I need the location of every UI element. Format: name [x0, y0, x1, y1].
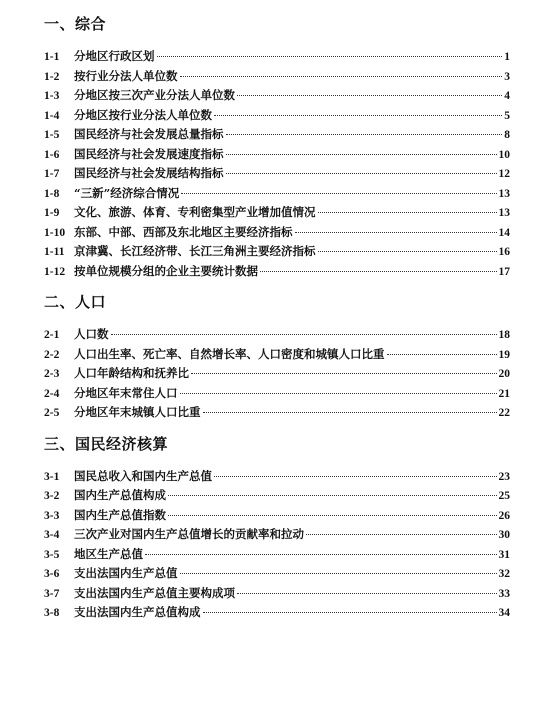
entry-title: 支出法国内生产总值主要构成项 — [74, 585, 235, 600]
dot-leader — [260, 271, 497, 272]
toc-entry[interactable] — [44, 603, 510, 623]
entry-number: 1-4 — [44, 109, 60, 122]
entry-page-number: 17 — [498, 265, 510, 278]
toc-entry[interactable] — [44, 47, 510, 67]
entry-page-number: 31 — [498, 548, 510, 561]
toc-entry[interactable] — [44, 384, 510, 404]
entry-number: 2-2 — [44, 348, 60, 361]
toc-entry[interactable] — [44, 364, 510, 384]
entry-page-number: 25 — [498, 490, 510, 502]
toc-entry[interactable] — [44, 67, 510, 87]
entry-page-number: 16 — [498, 246, 510, 258]
entry-page-number: 1 — [504, 51, 510, 63]
entry-page-number: 20 — [498, 368, 510, 380]
entry-title: 人口年龄结构和抚养比 — [74, 366, 189, 380]
section-title: 一、综合 — [44, 15, 107, 33]
dot-leader — [180, 76, 503, 77]
toc-entry[interactable] — [44, 545, 510, 565]
dot-leader — [180, 393, 497, 394]
entry-title: 国民总收入和国内生产总值 — [74, 468, 212, 483]
entry-number: 1-6 — [44, 148, 60, 161]
entry-number: 3-4 — [44, 529, 60, 541]
entry-number: 2-1 — [44, 329, 60, 341]
toc-entry[interactable] — [44, 262, 510, 282]
dot-leader — [387, 354, 497, 355]
toc-section-national-accounts — [44, 434, 510, 623]
entry-page-number: 18 — [498, 329, 510, 341]
toc-entry[interactable] — [44, 164, 510, 184]
entry-page-number: 32 — [498, 568, 510, 580]
entry-number: 3-1 — [44, 470, 60, 483]
entry-title: 支出法国内生产总值 — [74, 566, 178, 580]
entry-page-number: 23 — [498, 470, 510, 483]
toc-entry[interactable] — [44, 345, 510, 365]
dot-leader — [226, 134, 503, 135]
entry-page-number: 33 — [498, 587, 510, 600]
entry-page-number: 21 — [498, 387, 510, 400]
dot-leader — [168, 495, 497, 496]
entry-title: 人口数 — [74, 327, 109, 341]
dot-leader — [295, 232, 497, 233]
dot-leader — [226, 154, 497, 155]
toc-entry[interactable] — [44, 106, 510, 126]
entry-title: “三新”经济综合情况 — [74, 185, 180, 200]
entry-title: 分地区按三次产业分法人单位数 — [74, 88, 235, 102]
entry-page-number: 3 — [504, 70, 510, 83]
toc-entry[interactable] — [44, 467, 510, 487]
section-title: 二、人口 — [44, 293, 107, 311]
entry-title: 国内生产总值指数 — [74, 507, 166, 522]
entry-number: 3-7 — [44, 587, 60, 600]
entry-page-number: 30 — [498, 529, 510, 541]
entry-title: 三次产业对国内生产总值增长的贡献率和拉动 — [74, 527, 304, 541]
entry-number: 3-2 — [44, 490, 60, 502]
toc-entry[interactable] — [44, 525, 510, 545]
toc-entry[interactable] — [44, 506, 510, 526]
entry-title: 分地区年末常住人口 — [74, 385, 178, 400]
entry-title: 地区生产总值 — [74, 546, 143, 561]
dot-leader — [237, 593, 497, 594]
entry-number: 1-11 — [44, 246, 65, 258]
section-title: 三、国民经济核算 — [44, 434, 169, 453]
toc-entry[interactable] — [44, 325, 510, 345]
entry-page-number: 19 — [498, 348, 510, 361]
toc-entry[interactable] — [44, 584, 510, 604]
dot-leader — [306, 534, 497, 535]
entry-number: 1-1 — [44, 51, 60, 63]
dot-leader — [214, 476, 497, 477]
entry-number: 1-7 — [44, 168, 60, 180]
entry-number: 3-6 — [44, 568, 60, 580]
entry-number: 1-2 — [44, 70, 60, 83]
entry-title: 分地区按行业分法人单位数 — [74, 107, 212, 122]
entry-number: 2-4 — [44, 387, 60, 400]
toc-entry[interactable] — [44, 125, 510, 145]
entry-number: 1-9 — [44, 207, 60, 219]
entry-title: 京津冀、长江经济带、长江三角洲主要经济指标 — [74, 244, 316, 258]
toc-entry[interactable] — [44, 486, 510, 506]
dot-leader — [111, 334, 497, 335]
dot-leader — [318, 212, 497, 213]
entry-page-number: 26 — [498, 509, 510, 522]
entry-title: 东部、中部、西部及东北地区主要经济指标 — [74, 224, 293, 239]
dot-leader — [157, 56, 503, 57]
entry-page-number: 14 — [498, 226, 510, 239]
dot-leader — [318, 251, 497, 252]
toc-entry[interactable] — [44, 242, 510, 262]
entry-page-number: 22 — [498, 407, 510, 419]
entry-title: 国内生产总值构成 — [74, 488, 166, 502]
toc-list — [44, 325, 510, 423]
entry-number: 3-3 — [44, 509, 60, 522]
entry-page-number: 13 — [498, 187, 510, 200]
dot-leader — [203, 412, 497, 413]
dot-leader — [214, 115, 502, 116]
entry-number: 1-5 — [44, 129, 60, 141]
toc-section-general — [44, 14, 510, 281]
entry-title: 按单位规模分组的企业主要统计数据 — [74, 263, 258, 278]
entry-number: 1-12 — [44, 265, 66, 278]
entry-page-number: 13 — [498, 207, 510, 219]
entry-page-number: 12 — [498, 168, 510, 180]
entry-page-number: 10 — [498, 148, 510, 161]
entry-page-number: 5 — [504, 109, 510, 122]
entry-number: 3-8 — [44, 607, 60, 619]
entry-number: 3-5 — [44, 548, 60, 561]
entry-title: 国民经济与社会发展总量指标 — [74, 127, 224, 141]
entry-title: 人口出生率、死亡率、自然增长率、人口密度和城镇人口比重 — [74, 346, 385, 361]
entry-page-number: 8 — [504, 129, 510, 141]
dot-leader — [180, 573, 497, 574]
toc-section-population — [44, 292, 510, 423]
entry-number: 1-3 — [44, 90, 60, 102]
toc-entry[interactable] — [44, 403, 510, 423]
entry-title: 支出法国内生产总值构成 — [74, 605, 201, 619]
entry-number: 2-3 — [44, 368, 60, 380]
entry-title: 分地区行政区划 — [74, 49, 155, 63]
entry-title: 按行业分法人单位数 — [74, 68, 178, 83]
dot-leader — [226, 173, 497, 174]
toc-entry[interactable] — [44, 223, 510, 243]
entry-page-number: 34 — [498, 607, 510, 619]
toc-list — [44, 47, 510, 281]
dot-leader — [191, 373, 497, 374]
toc-entry[interactable] — [44, 184, 510, 204]
dot-leader — [203, 612, 497, 613]
dot-leader — [181, 193, 496, 194]
entry-number: 1-8 — [44, 187, 60, 200]
entry-title: 分地区年末城镇人口比重 — [74, 405, 201, 419]
toc-entry[interactable] — [44, 86, 510, 106]
entry-title: 文化、旅游、体育、专利密集型产业增加值情况 — [74, 205, 316, 219]
entry-title: 国民经济与社会发展结构指标 — [74, 166, 224, 180]
toc-list — [44, 467, 510, 623]
entry-number: 2-5 — [44, 407, 60, 419]
entry-title: 国民经济与社会发展速度指标 — [74, 146, 224, 161]
dot-leader — [168, 515, 497, 516]
entry-page-number: 4 — [504, 90, 510, 102]
toc-entry[interactable] — [44, 203, 510, 223]
dot-leader — [237, 95, 502, 96]
toc-entry[interactable] — [44, 564, 510, 584]
toc-entry[interactable] — [44, 145, 510, 165]
entry-number: 1-10 — [44, 226, 66, 239]
dot-leader — [145, 554, 497, 555]
